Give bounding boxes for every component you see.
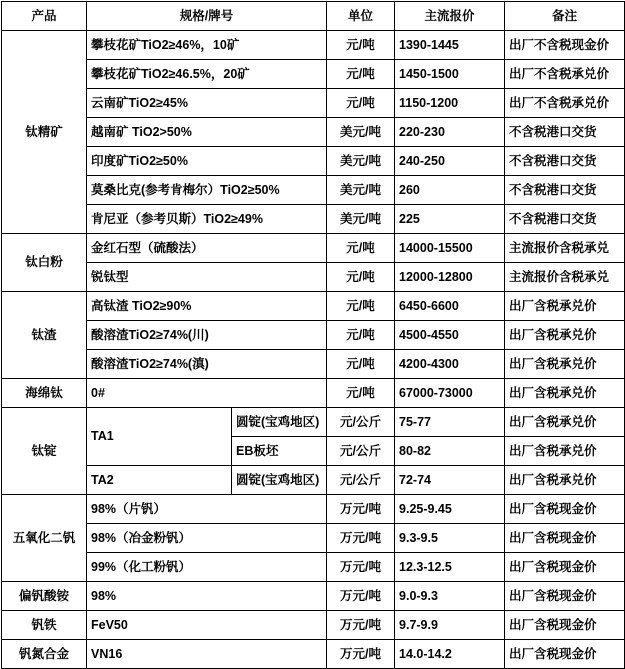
- price-cell: 14.0-14.2: [395, 640, 505, 669]
- spec-cell: 99%（化工粉钒）: [87, 553, 327, 582]
- product-category-cell: 钛白粉: [2, 234, 87, 292]
- spec-cell: 金红石型（硫酸法）: [87, 234, 327, 263]
- table-row: [2, 495, 625, 524]
- spec-cell: 98%: [87, 582, 327, 611]
- price-cell: 67000-73000: [395, 379, 505, 408]
- header-note: 备注: [505, 2, 625, 31]
- unit-cell: 万元/吨: [327, 524, 395, 553]
- product-category-cell: 钒铁: [2, 611, 87, 640]
- product-category-cell: 钒氮合金: [2, 640, 87, 669]
- price-cell: 80-82: [395, 437, 505, 466]
- price-cell: 4500-4550: [395, 321, 505, 350]
- note-cell: 出厂含税现金价: [505, 495, 625, 524]
- note-cell: 出厂含税承兑价: [505, 292, 625, 321]
- spec-sub-cell: EB板坯: [232, 437, 327, 466]
- price-cell: 6450-6600: [395, 292, 505, 321]
- header-unit: 单位: [327, 2, 395, 31]
- header-spec: 规格/牌号: [87, 2, 327, 31]
- spec-cell: 0#: [87, 379, 327, 408]
- spec-cell: 酸溶渣TiO2≥74%(川): [87, 321, 327, 350]
- table-row: [2, 379, 625, 408]
- unit-cell: 万元/吨: [327, 582, 395, 611]
- table-row: [2, 524, 625, 553]
- price-cell: 4200-4300: [395, 350, 505, 379]
- table-row: [2, 234, 625, 263]
- price-cell: 14000-15500: [395, 234, 505, 263]
- note-cell: 出厂含税现金价: [505, 524, 625, 553]
- spec-grade-cell: TA2: [87, 466, 232, 495]
- unit-cell: 元/吨: [327, 234, 395, 263]
- spec-cell: 越南矿 TiO2>50%: [87, 118, 327, 147]
- price-cell: 9.0-9.3: [395, 582, 505, 611]
- table-row: [2, 321, 625, 350]
- price-cell: 220-230: [395, 118, 505, 147]
- unit-cell: 万元/吨: [327, 640, 395, 669]
- table-row: [2, 147, 625, 176]
- table-header-row: [2, 2, 625, 31]
- note-cell: 出厂含税承兑价: [505, 321, 625, 350]
- unit-cell: 元/吨: [327, 350, 395, 379]
- price-cell: 225: [395, 205, 505, 234]
- price-cell: 260: [395, 176, 505, 205]
- price-cell: 75-77: [395, 408, 505, 437]
- spec-cell: 攀枝花矿TiO2≥46.5%，20矿: [87, 60, 327, 89]
- note-cell: 出厂含税承兑价: [505, 437, 625, 466]
- note-cell: 不含税港口交货: [505, 176, 625, 205]
- note-cell: 出厂不含税承兑价: [505, 60, 625, 89]
- product-category-cell: 海绵钛: [2, 379, 87, 408]
- unit-cell: 万元/吨: [327, 611, 395, 640]
- note-cell: 不含税港口交货: [505, 205, 625, 234]
- note-cell: 不含税港口交货: [505, 118, 625, 147]
- product-category-cell: 钛锭: [2, 408, 87, 495]
- product-category-cell: 五氧化二钒: [2, 495, 87, 582]
- price-cell: 12.3-12.5: [395, 553, 505, 582]
- unit-cell: 美元/吨: [327, 205, 395, 234]
- spec-cell: 98%（片钒）: [87, 495, 327, 524]
- spec-cell: VN16: [87, 640, 327, 669]
- table-row: [2, 292, 625, 321]
- unit-cell: 美元/吨: [327, 118, 395, 147]
- price-cell: 1390-1445: [395, 31, 505, 60]
- note-cell: 出厂含税现金价: [505, 640, 625, 669]
- spec-sub-cell: 圆锭(宝鸡地区): [232, 466, 327, 495]
- note-cell: 主流报价含税承兑: [505, 263, 625, 292]
- unit-cell: 美元/吨: [327, 147, 395, 176]
- spec-cell: 肯尼亚（参考贝斯）TiO2≥49%: [87, 205, 327, 234]
- table-row: [2, 205, 625, 234]
- table-row: [2, 60, 625, 89]
- spec-grade-cell: TA1: [87, 408, 232, 466]
- note-cell: 不含税港口交货: [505, 147, 625, 176]
- unit-cell: 元/吨: [327, 321, 395, 350]
- price-cell: 9.7-9.9: [395, 611, 505, 640]
- unit-cell: 元/公斤: [327, 408, 395, 437]
- spec-cell: 云南矿TiO2≥45%: [87, 89, 327, 118]
- note-cell: 出厂含税现金价: [505, 582, 625, 611]
- unit-cell: 元/吨: [327, 89, 395, 118]
- note-cell: 出厂不含税承兑价: [505, 89, 625, 118]
- table-row: [2, 640, 625, 669]
- table-row: [2, 89, 625, 118]
- unit-cell: 元/吨: [327, 379, 395, 408]
- unit-cell: 元/吨: [327, 292, 395, 321]
- table-row: [2, 408, 625, 437]
- header-product: 产品: [2, 2, 87, 31]
- price-cell: 1150-1200: [395, 89, 505, 118]
- unit-cell: 万元/吨: [327, 553, 395, 582]
- unit-cell: 元/吨: [327, 60, 395, 89]
- price-cell: 1450-1500: [395, 60, 505, 89]
- unit-cell: 万元/吨: [327, 495, 395, 524]
- table-row: [2, 611, 625, 640]
- price-cell: 72-74: [395, 466, 505, 495]
- product-category-cell: 偏钒酸铵: [2, 582, 87, 611]
- note-cell: 出厂含税现金价: [505, 611, 625, 640]
- unit-cell: 元/吨: [327, 263, 395, 292]
- note-cell: 出厂含税现金价: [505, 553, 625, 582]
- table-row: [2, 553, 625, 582]
- product-category-cell: 钛渣: [2, 292, 87, 379]
- price-cell: 12000-12800: [395, 263, 505, 292]
- unit-cell: 美元/吨: [327, 176, 395, 205]
- spec-cell: 攀枝花矿TiO2≥46%，10矿: [87, 31, 327, 60]
- table-row: [2, 176, 625, 205]
- spec-sub-cell: 圆锭(宝鸡地区): [232, 408, 327, 437]
- header-price: 主流报价: [395, 2, 505, 31]
- spec-cell: 锐钛型: [87, 263, 327, 292]
- price-cell: 9.25-9.45: [395, 495, 505, 524]
- table-row: [2, 263, 625, 292]
- table-row: [2, 118, 625, 147]
- price-cell: 240-250: [395, 147, 505, 176]
- spec-cell: FeV50: [87, 611, 327, 640]
- product-category-cell: 钛精矿: [2, 31, 87, 234]
- table-row: [2, 31, 625, 60]
- unit-cell: 元/公斤: [327, 466, 395, 495]
- note-cell: 主流报价含税承兑: [505, 234, 625, 263]
- unit-cell: 元/公斤: [327, 437, 395, 466]
- table-row: [2, 466, 625, 495]
- note-cell: 出厂含税承兑价: [505, 350, 625, 379]
- spec-cell: 高钛渣 TiO2≥90%: [87, 292, 327, 321]
- note-cell: 出厂含税承兑价: [505, 466, 625, 495]
- note-cell: 出厂含税承兑价: [505, 408, 625, 437]
- price-cell: 9.3-9.5: [395, 524, 505, 553]
- spec-cell: 酸溶渣TiO2≥74%(滇): [87, 350, 327, 379]
- spec-cell: 印度矿TiO2≥50%: [87, 147, 327, 176]
- price-table: [1, 1, 625, 669]
- note-cell: 出厂不含税现金价: [505, 31, 625, 60]
- unit-cell: 元/吨: [327, 31, 395, 60]
- note-cell: 出厂含税承兑价: [505, 379, 625, 408]
- spec-cell: 98%（冶金粉钒）: [87, 524, 327, 553]
- spec-cell: 莫桑比克(参考肯梅尔）TiO2≥50%: [87, 176, 327, 205]
- table-row: [2, 582, 625, 611]
- table-row: [2, 350, 625, 379]
- table-body: [2, 31, 625, 669]
